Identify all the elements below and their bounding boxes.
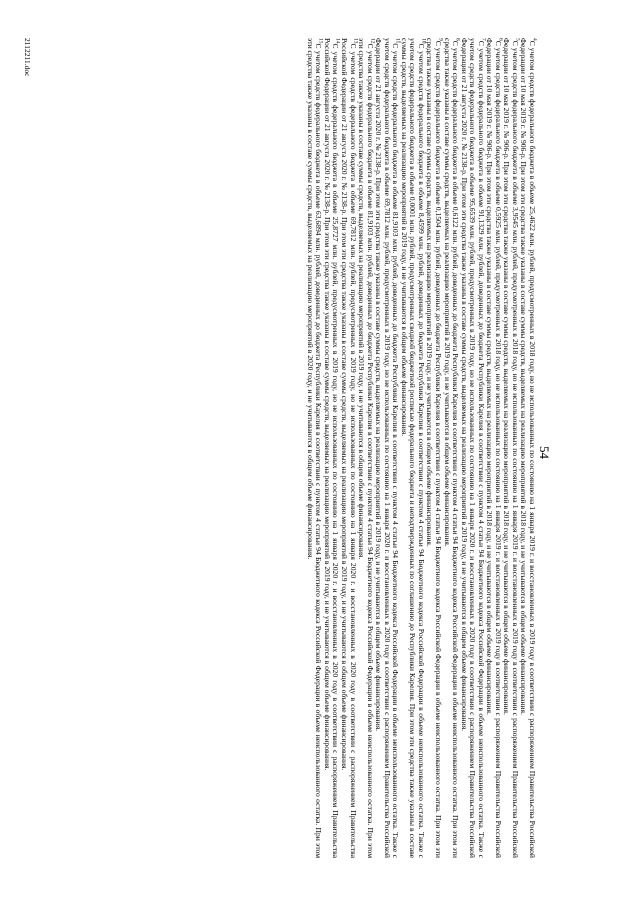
footnote-text: С учетом средств федерального бюджета в объеме 25,4622 млн. рублей, предусмотренных в 2018 году, но не использованных по состоянию на 1 января 2019 г. и восстановленных в 2019 году в соответствии с распоряжением Правительства Российской Федерации от 10 мая 2019 г. № 906-р. При этом эти средства также указаны в составе суммы средств, выделяемых на реализацию мероприятий в 2018 году, и не учитываются в общем объеме финансирования. [519, 38, 537, 858]
footnote-mark: 6 [497, 38, 504, 41]
footnote [502, 38, 519, 858]
footnote [357, 38, 374, 858]
footnote-mark: 7 [480, 38, 487, 41]
footnote-text: С учетом средств федерального бюджета в объеме 91,1329 млн. рублей, доведенных до бюджета Республики Карелия в соответствии с пунктом 4 статьи 94 Бюджетного кодекса Российской Федерации в объеме неиспользованного остатка. Также с учетом средств федерального бюджета в объеме 95,6539 млн. рублей, предусмотренных в 2019 году, но не использованных по состоянию на 1 января 2020 г. и восстановленных в 2020 году в соответствии с распоряжением Правительства Российской Федерации от 21 августа 2020 г. № 2138-р. При этом эти средства также указаны в составе суммы средств, выделяемых на реализацию мероприятий в 2019 году, и не учитываются в общем объеме финансирования. [459, 38, 486, 858]
footnote-text: С учетом средств федерального бюджета в объеме 0,5925 млн. рублей, предусмотренных в 2018 году, но не использованных по состоянию на 1 января 2019 г. и восстановленных в 2019 году в соответствии с распоряжением Правительства Российской Федерации от 10 мая 2019 г. № 906-р. При этом эти средства также указаны в составе суммы средств, выделяемых на реализацию мероприятий в 2018 году, и не учитываются в общем объеме финансирования. [485, 38, 503, 858]
footnote-mark: 11 [394, 38, 401, 44]
footnote-mark: 4 [531, 38, 538, 41]
footnote [459, 38, 485, 858]
footnote [322, 38, 339, 858]
footnote-text: С учетом средств федерального бюджета в объеме 63,6894 млн. рублей, доведенных до бюджета Республики Карелия в соответствии с пунктом 4 статьи 94 Бюджетного кодекса Российской Федерации в объеме неиспользованного остатка. При этом эти средства также указаны в составе суммы средств, выделяемых на реализацию мероприятий в 2020 году, и не учитываются в общем объеме финансирования. [305, 38, 324, 858]
footnote-mark: 15 [317, 38, 324, 44]
page-number: 54 [537, 446, 552, 459]
footnote-text: С учетом средств федерального бюджета в объеме 81,9103 млн. рублей, доведенных до бюджета Республики Карелия в соответствии с пунктом 4 статьи 94 Бюджетного кодекса Российской Федерации в объеме неиспользованного остатка. Также с учетом средств федерального бюджета в объеме 69,7812 млн. рублей, предусмотренных в 2019 году, но не использованных по состоянию на 1 января 2020 г. и восстановленных в 2020 году в соответствии с распоряжением Правительства Российской Федерации от 21 августа 2020 г. № 2138-р. При этом эти средства также указаны в составе суммы средств, выделяемых на реализацию мероприятий в 2019 году, и не учитываются в общем объеме финансирования. [374, 38, 401, 858]
footnote-text: С учетом средств федерального бюджета в объеме 0,1504 млн. рублей, доведенных до бюджета Республики Карелия в соответствии с пунктом 4 статьи 94 Бюджетного кодекса Российской Федерации в объеме неиспользованного остатка. При этом эти средства также указаны в составе суммы средств, выделяемых на реализацию мероприятий в 2019 году, и не учитываются в общем объеме финансирования. [425, 38, 443, 858]
footnote-text: С учетом средств федерального бюджета в объеме 0,6122 млн. рублей, доведенных до бюджета Республики Карелия в соответствии с пунктом 4 статьи 94 Бюджетного кодекса Российской Федерации в объеме неиспользованного остатка. При этом эти средства также указаны в составе суммы средств, выделяемых на реализацию мероприятий в 2019 году, и не учитываются в общем объеме финансирования. [442, 38, 461, 858]
footnote [442, 38, 459, 858]
footnote [305, 38, 322, 858]
footnote [485, 38, 502, 858]
footnote [519, 38, 536, 858]
footnote-text: С учетом средств федерального бюджета в объеме 69,7812 млн. рублей, предусмотренных в 2019 году, но не использованных по состоянию на 1 января 2020 г. и восстановленных в 2020 году в соответствии с распоряжением Правительства Российской Федерации от 21 августа 2020 г. № 2138-р. При этом эти средства также указаны в составе суммы средств, выделяемых на реализацию мероприятий в 2019 году, и не учитываются в общем объеме финансирования. [339, 38, 358, 858]
footnote-mark: 8 [454, 38, 461, 41]
document-filename: 2112211.doc [23, 38, 32, 77]
footnotes-block [305, 38, 536, 858]
footnote [339, 38, 359, 858]
footnote-mark: 5 [514, 38, 521, 41]
footnote-text: С учетом средств федерального бюджета в объеме 81,9103 млн. рублей, доведенных до бюджета Республики Карелия в соответствии с пунктом 4 статьи 94 Бюджетного кодекса Российской Федерации в объеме неиспользованного остатка. При этом эти средства также указаны в составе суммы средств, выделяемых на реализацию мероприятий в 2019 году, и не учитываются в общем объеме финансирования. [357, 38, 375, 858]
footnote-text: С учетом средств федерального бюджета в объеме 25,8727 млн. рублей, предусмотренных в 2019 году, но не использованных по состоянию на 1 января 2020 г. и восстановленных в 2020 году в соответствии с распоряжением Правительства Российской Федерации от 21 августа 2020 г. № 2138-р. При этом эти средства также указаны в составе суммы средств, выделяемых на реализацию мероприятий в 2019 году, и не учитываются в общем объеме финансирования. [322, 38, 341, 858]
footnote-mark: 13 [352, 38, 359, 44]
footnote-text: С учетом средств федерального бюджета в объеме 8,4599 млн. рублей, доведенных до бюджета Республики Карелия в соответствии с пунктом 4 статьи 94 Бюджетного кодекса Российской Федерации в объеме неиспользованного остатка. Также с учетом средств федерального бюджета в объеме 0,0001 млн. рублей, предусмотренных сводной бюджетной росписью федерального бюджета и неподтвержденных по соглашению до Республики Карелия. При этом эти средства также указаны в составе суммы средств, выделяемых на реализацию мероприятий в 2019 году, и не учитываются в общем объеме финансирования. [399, 38, 426, 858]
footnote [399, 38, 425, 858]
footnote-mark: 9 [437, 38, 444, 41]
footnote-mark: 14 [334, 38, 341, 44]
footnote [425, 38, 442, 858]
footnote [374, 38, 400, 858]
footnote-text: С учетом средств федерального бюджета в объеме 3,9545 млн. рублей, предусмотренных в 2018 году, но не использованных по состоянию на 1 января 2019 г. и восстановленных в 2019 году в соответствии с распоряжением Правительства Российской Федерации от 10 мая 2019 г. № 906-р. При этом эти средства также указаны в составе суммы средств, выделяемых на реализацию мероприятий в 2018 году, и не учитываются в общем объеме финансирования. [502, 38, 520, 858]
footnote-mark: 12 [369, 38, 376, 44]
footnote-mark: 10 [420, 38, 427, 44]
